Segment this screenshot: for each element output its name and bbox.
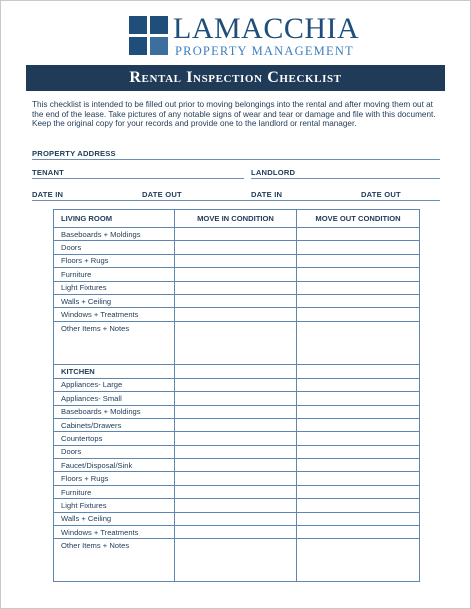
item-label: Other Items + Notes — [54, 539, 175, 582]
move-out-cell[interactable] — [297, 308, 420, 321]
move-in-cell[interactable] — [175, 432, 297, 445]
move-in-cell[interactable] — [175, 512, 297, 525]
table-row — [54, 459, 420, 472]
item-label: Windows + Treatments — [54, 526, 175, 539]
move-in-cell[interactable] — [175, 364, 297, 378]
kitchen-section-row — [54, 364, 420, 378]
move-out-cell[interactable] — [297, 294, 420, 307]
date-out-label-2: DATE OUT — [361, 190, 401, 199]
notes-row — [54, 321, 420, 364]
move-in-cell[interactable] — [175, 281, 297, 294]
move-out-cell[interactable] — [297, 499, 420, 512]
move-in-cell[interactable] — [175, 472, 297, 485]
table-row — [54, 294, 420, 307]
move-out-cell[interactable] — [297, 321, 420, 364]
move-in-cell[interactable] — [175, 499, 297, 512]
move-in-cell[interactable] — [175, 378, 297, 391]
item-label: Light Fixtures — [54, 499, 175, 512]
move-out-cell[interactable] — [297, 378, 420, 391]
logo-square-icon — [129, 16, 169, 56]
table-header-row — [54, 210, 420, 228]
move-in-cell[interactable] — [175, 321, 297, 364]
move-in-cell[interactable] — [175, 526, 297, 539]
date-in-label: DATE IN — [32, 190, 64, 199]
item-label: Doors — [54, 445, 175, 458]
date-out-label: DATE OUT — [142, 190, 182, 199]
intro-text: This checklist is intended to be filled out prior to moving belongings into the rental and after moving them out at the end of the lease. Take pictures of any notable signs of wear and tear or damage and file with this document. Keep the original copy for your records and provide one to the landlord or rental manager. — [32, 100, 436, 129]
move-in-cell[interactable] — [175, 254, 297, 267]
item-label: Floors + Rugs — [54, 472, 175, 485]
item-label: Windows + Treatments — [54, 308, 175, 321]
move-in-cell[interactable] — [175, 418, 297, 431]
move-out-cell[interactable] — [297, 459, 420, 472]
landlord-label: LANDLORD — [251, 168, 296, 177]
move-in-cell[interactable] — [175, 268, 297, 281]
move-out-cell[interactable] — [297, 392, 420, 405]
move-out-cell[interactable] — [297, 432, 420, 445]
move-out-cell[interactable] — [297, 418, 420, 431]
item-label: Cabinets/Drawers — [54, 418, 175, 431]
move-in-cell[interactable] — [175, 241, 297, 254]
table-row — [54, 228, 420, 241]
move-out-cell[interactable] — [297, 485, 420, 498]
move-in-cell[interactable] — [175, 228, 297, 241]
item-label: Countertops — [54, 432, 175, 445]
move-out-cell[interactable] — [297, 472, 420, 485]
item-label: Appliances- Large — [54, 378, 175, 391]
move-out-cell[interactable] — [297, 445, 420, 458]
move-out-cell[interactable] — [297, 512, 420, 525]
move-in-header: MOVE IN CONDITION — [175, 210, 297, 228]
item-label: Furniture — [54, 485, 175, 498]
dates-line[interactable] — [32, 200, 440, 201]
table-row — [54, 526, 420, 539]
table-row — [54, 268, 420, 281]
table-row — [54, 418, 420, 431]
move-out-cell[interactable] — [297, 526, 420, 539]
logo-name: LAMACCHIA — [173, 12, 360, 45]
table-row — [54, 392, 420, 405]
move-out-cell[interactable] — [297, 268, 420, 281]
table-row — [54, 499, 420, 512]
living-room-header: LIVING ROOM — [54, 210, 175, 228]
item-label: Walls + Ceiling — [54, 294, 175, 307]
property-address-label: PROPERTY ADDRESS — [32, 149, 116, 158]
table-row — [54, 405, 420, 418]
item-label: Faucet/Disposal/Sink — [54, 459, 175, 472]
move-out-cell[interactable] — [297, 228, 420, 241]
table-row — [54, 254, 420, 267]
move-in-cell[interactable] — [175, 294, 297, 307]
table-row — [54, 378, 420, 391]
move-in-cell[interactable] — [175, 308, 297, 321]
table-row — [54, 241, 420, 254]
property-address-line[interactable] — [32, 159, 440, 160]
table-row — [54, 445, 420, 458]
date-in-label-2: DATE IN — [251, 190, 283, 199]
tenant-label: TENANT — [32, 168, 64, 177]
move-out-cell[interactable] — [297, 254, 420, 267]
move-in-cell[interactable] — [175, 539, 297, 582]
table-row — [54, 432, 420, 445]
table-row — [54, 308, 420, 321]
table-row — [54, 281, 420, 294]
item-label: KITCHEN — [54, 364, 175, 378]
move-in-cell[interactable] — [175, 445, 297, 458]
move-out-cell[interactable] — [297, 241, 420, 254]
landlord-line[interactable] — [251, 178, 440, 179]
move-out-header: MOVE OUT CONDITION — [297, 210, 420, 228]
table-row — [54, 485, 420, 498]
move-out-cell[interactable] — [297, 364, 420, 378]
item-label: Light Fixtures — [54, 281, 175, 294]
page-title: Rental Inspection Checklist — [26, 65, 445, 91]
move-out-cell[interactable] — [297, 405, 420, 418]
item-label: Doors — [54, 241, 175, 254]
move-in-cell[interactable] — [175, 459, 297, 472]
move-out-cell[interactable] — [297, 281, 420, 294]
move-in-cell[interactable] — [175, 405, 297, 418]
item-label: Appliances- Small — [54, 392, 175, 405]
table-row — [54, 472, 420, 485]
inspection-table — [53, 209, 420, 582]
item-label: Baseboards + Moldings — [54, 405, 175, 418]
move-out-cell[interactable] — [297, 539, 420, 582]
move-in-cell[interactable] — [175, 392, 297, 405]
tenant-line[interactable] — [32, 178, 244, 179]
item-label: Other Items + Notes — [54, 321, 175, 364]
item-label: Baseboards + Moldings — [54, 228, 175, 241]
move-in-cell[interactable] — [175, 485, 297, 498]
item-label: Walls + Ceiling — [54, 512, 175, 525]
item-label: Furniture — [54, 268, 175, 281]
table-row — [54, 512, 420, 525]
logo-subtitle: PROPERTY MANAGEMENT — [175, 44, 354, 58]
item-label: Floors + Rugs — [54, 254, 175, 267]
notes-row — [54, 539, 420, 582]
